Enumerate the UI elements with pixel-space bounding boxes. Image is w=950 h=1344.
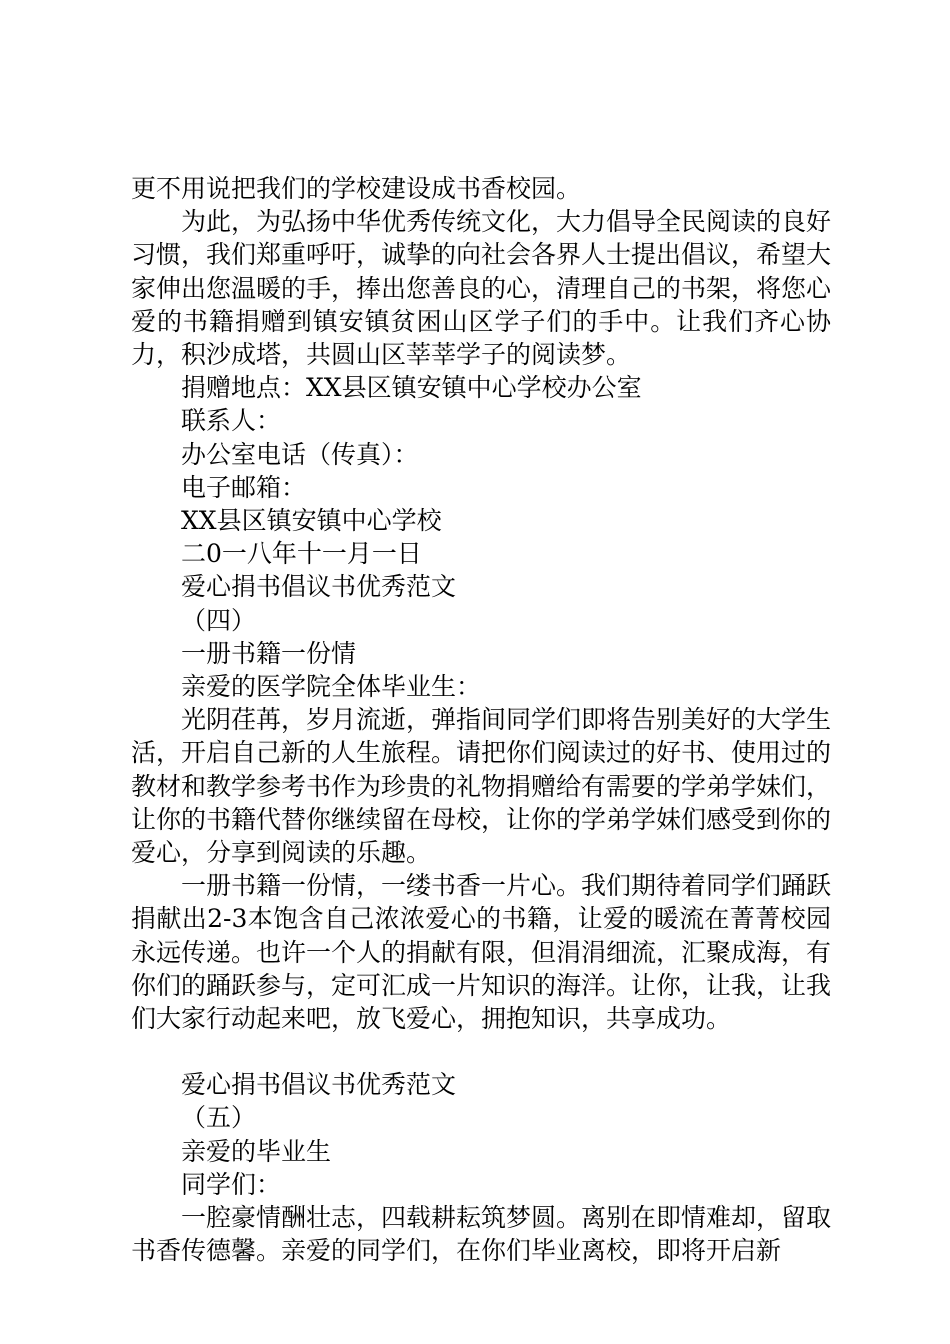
signature-school: XX县区镇安镇中心学校 bbox=[181, 506, 442, 536]
paragraph-continuation: 更不用说把我们的学校建设成书香校园。 bbox=[131, 174, 582, 203]
section-number: （五） bbox=[181, 1103, 257, 1133]
section-number: （四） bbox=[181, 605, 257, 635]
blank-line bbox=[131, 1035, 831, 1068]
paragraph-body: 一册书籍一份情，一缕书香一片心。我们期待着同学们踊跃捐献出2-3本饱含自己浓浓爱心的书籍，让爱的暖流在菁菁校园永远传递。也许一个人的捐献有限，但涓涓细流，汇聚成海，有你们的踊跃参与，定可汇成一片知识的海洋。让你，让我，让我们大家行动起来吧，放飞爱心，拥抱知识，共享成功。 bbox=[131, 871, 832, 1034]
paragraph-body: 一腔豪情酬壮志，四载耕耘筑梦圆。离别在即情难却，留取书香传德馨。亲爱的同学们，在你们毕业离校，即将开启新 bbox=[131, 1203, 832, 1266]
office-phone: 办公室电话（传真）： bbox=[181, 439, 419, 469]
salutation: 亲爱的毕业生 bbox=[181, 1136, 332, 1166]
document-body bbox=[131, 172, 831, 1268]
contact-person: 联系人： bbox=[181, 406, 282, 436]
donation-location: 捐赠地点：XX县区镇安镇中心学校办公室 bbox=[181, 373, 642, 403]
email-line: 电子邮箱： bbox=[181, 472, 307, 502]
salutation: 亲爱的医学院全体毕业生： bbox=[181, 672, 482, 702]
signature-date: 二0一八年十一月一日 bbox=[181, 539, 422, 569]
paragraph-appeal: 为此，为弘扬中华优秀传统文化，大力倡导全民阅读的良好习惯，我们郑重呼吁，诚挚的向社会各界人士提出倡议，希望大家伸出您温暖的手，捧出您善良的心，清理自己的书架，将您心爱的书籍捐赠到镇安镇贫困山区学子们的手中。让我们齐心协力，积沙成塔，共圆山区莘莘学子的阅读梦。 bbox=[131, 207, 832, 370]
section-heading: 爱心捐书倡议书优秀范文 bbox=[181, 1070, 457, 1100]
section-heading: 爱心捐书倡议书优秀范文 bbox=[181, 572, 457, 602]
subtitle: 一册书籍一份情 bbox=[181, 638, 357, 668]
salutation: 同学们： bbox=[181, 1169, 282, 1199]
paragraph-body: 光阴荏苒，岁月流逝，弹指间同学们即将告别美好的大学生活，开启自己新的人生旅程。请把你们阅读过的好书、使用过的教材和教学参考书作为珍贵的礼物捐赠给有需要的学弟学妹们，让你的书籍代替你继续留在母校，让你的学弟学妹们感受到你的爱心，分享到阅读的乐趣。 bbox=[131, 705, 832, 868]
